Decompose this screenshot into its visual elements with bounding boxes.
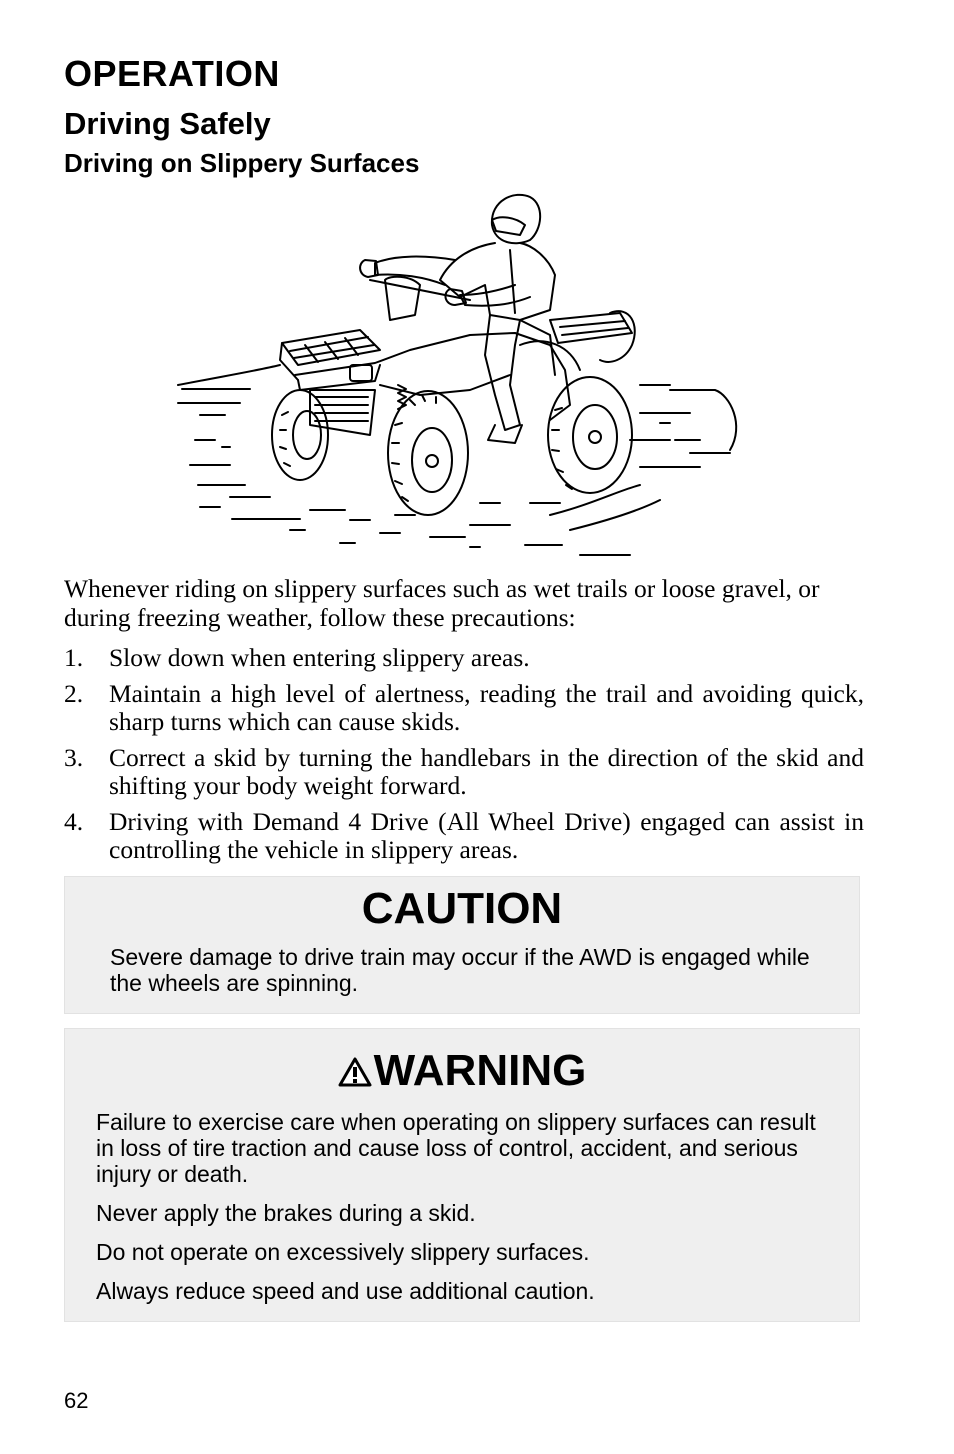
page-number: 62: [64, 1388, 89, 1413]
list-item: [64, 808, 864, 864]
section-heading: OPERATION: [64, 53, 280, 94]
warning-box: [64, 1028, 860, 1322]
warning-paragraph: Always reduce speed and use additional caution.: [96, 1278, 595, 1304]
rear-wheel: [548, 377, 632, 493]
warning-paragraph: Failure to exercise care when operating on slippery surfaces can result in loss of tire traction and cause loss of control, accident, and serious injury or death.: [96, 1109, 816, 1187]
caution-box: [64, 876, 860, 1014]
list-item: [64, 744, 864, 800]
caution-title: CAUTION: [361, 884, 563, 933]
list-item: [64, 644, 864, 672]
list-item: [64, 680, 864, 736]
ground-streaks: [178, 365, 736, 555]
front-rack: [280, 330, 380, 380]
warning-title-row: [65, 1046, 859, 1095]
atv-rider-illustration: [170, 185, 760, 570]
list-item-number: 1.: [64, 643, 84, 672]
list-item-text: Correct a skid by turning the handlebars in the direction of the skid and shifting your body weight forward.: [109, 743, 864, 800]
warning-triangle-icon: [338, 1057, 372, 1087]
intro-paragraph: Whenever riding on slippery surfaces such as wet trails or loose gravel, or during freezing weather, follow these precautions:: [64, 574, 820, 632]
list-item-text: Slow down when entering slippery areas.: [109, 643, 530, 672]
list-item-number: 4.: [64, 807, 84, 836]
list-item-number: 2.: [64, 679, 84, 708]
atv-body: [295, 277, 580, 435]
front-right-wheel: [388, 391, 468, 515]
list-item-number: 3.: [64, 743, 84, 772]
list-item-text: Driving with Demand 4 Drive (All Wheel Drive) engaged can assist in controlling the vehicle in slippery areas.: [109, 807, 864, 864]
topic-heading: Driving on Slippery Surfaces: [64, 148, 420, 178]
precautions-list: [64, 644, 864, 872]
warning-paragraph: Never apply the brakes during a skid.: [96, 1200, 476, 1226]
caution-text: Severe damage to drive train may occur if the AWD is engaged while the wheels are spinning.: [110, 944, 810, 996]
rear-rack: [550, 311, 635, 362]
subsection-heading: Driving Safely: [64, 106, 271, 141]
front-left-wheel: [272, 390, 328, 480]
list-item-text: Maintain a high level of alertness, reading the trail and avoiding quick, sharp turns which can cause skids.: [109, 679, 864, 736]
warning-title: WARNING: [373, 1046, 587, 1095]
warning-paragraph: Do not operate on excessively slippery surfaces.: [96, 1239, 590, 1265]
